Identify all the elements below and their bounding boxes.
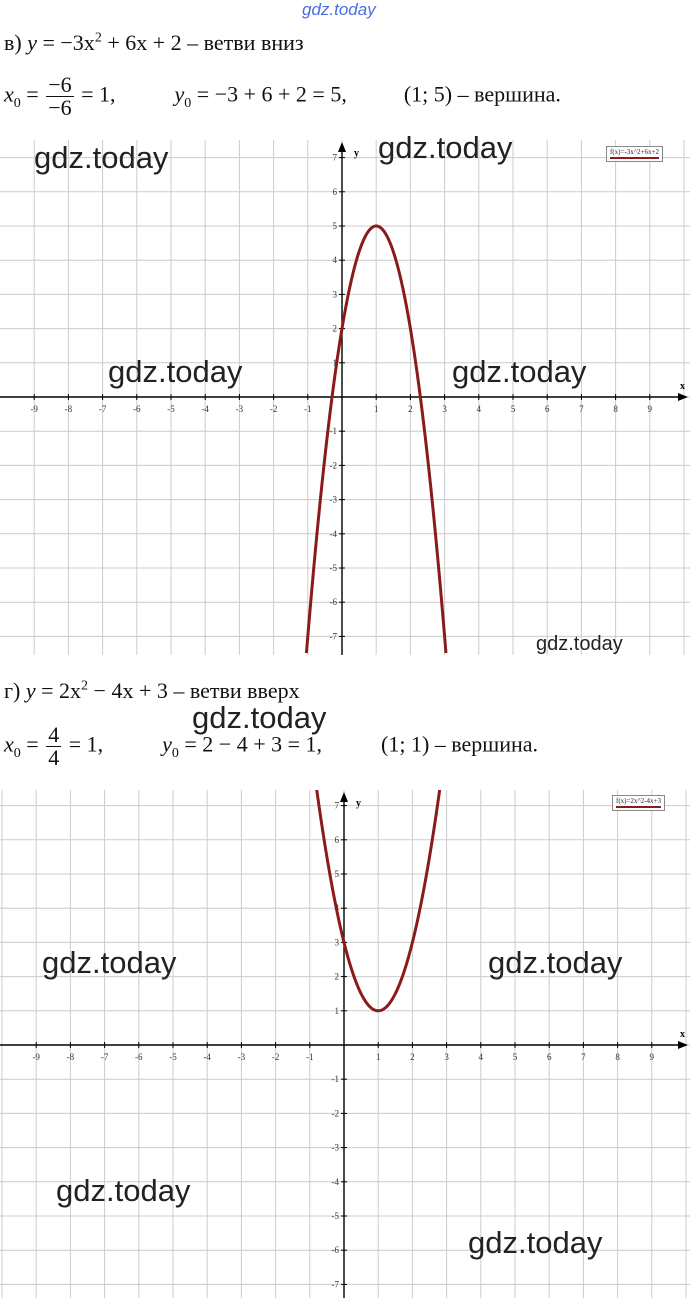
- y-tick-label: -2: [331, 1108, 339, 1119]
- y-tick-label: 6: [332, 186, 337, 197]
- equation-g: г) $y = 2x^2 - 4x + 3$ – ветви вверх: [4, 678, 300, 703]
- watermark: gdz.today: [42, 945, 177, 980]
- x-tick-label: -2: [269, 404, 278, 414]
- x-axis-label: x: [680, 1029, 685, 1040]
- vertex-calc-v: $x_0$ = $\frac{-6}{-6}$ = 1, $y_0 = -3 + 6 + 2 = 5$, (1; 5) – вершина.: [4, 72, 561, 120]
- y-tick-label: -1: [329, 426, 337, 437]
- grid: [0, 790, 690, 1298]
- legend-swatch-g: [616, 806, 661, 808]
- y-tick-label: 5: [334, 869, 339, 879]
- x-tick-label: -4: [203, 1052, 211, 1062]
- y-tick-label: -6: [331, 1245, 339, 1256]
- x-tick-label: 6: [544, 404, 550, 414]
- x-tick-label: 5: [512, 1052, 518, 1062]
- fraction-x0-v: $\frac{-6}{-6}$: [48, 72, 72, 120]
- y-tick-label: -3: [331, 1142, 339, 1153]
- x-tick-label: 6: [546, 1052, 552, 1062]
- branches-text-g: – ветви вверх: [173, 678, 300, 703]
- equation-v: в) $y = -3x^2 + 6x + 2$ – ветви вниз: [4, 30, 304, 55]
- watermark: gdz.today: [56, 1173, 191, 1208]
- part-letter-v: в): [4, 30, 22, 55]
- part-letter-g: г): [4, 678, 21, 703]
- y-tick-label: -2: [329, 460, 337, 471]
- y-tick-label: 5: [332, 221, 337, 231]
- x-tick-label: 8: [613, 404, 618, 414]
- x-tick-label: 5: [510, 404, 516, 414]
- branches-text-v: – ветви вниз: [187, 30, 304, 55]
- x-tick-label: -3: [235, 404, 244, 414]
- watermark: gdz.today: [488, 945, 623, 980]
- y-tick-label: 2: [334, 971, 339, 982]
- x-axis-label: x: [680, 381, 685, 392]
- y-tick-label: 7: [334, 800, 339, 811]
- y-tick-label: 7: [332, 152, 337, 163]
- vertex-text-v: (1; 5) – вершина.: [403, 81, 561, 107]
- watermark: gdz.today: [452, 354, 587, 389]
- x-tick-label: -1: [304, 404, 312, 414]
- x-tick-label: -2: [271, 1052, 280, 1062]
- x-tick-label: 3: [442, 404, 447, 414]
- y-tick-label: -5: [329, 563, 337, 573]
- y-tick-label: 3: [334, 937, 339, 948]
- watermark: gdz.today: [192, 700, 327, 735]
- y-tick-label: 1: [334, 1005, 339, 1016]
- legend-swatch-v: [610, 157, 659, 159]
- x-tick-label: 7: [579, 404, 584, 414]
- x-tick-label: -6: [133, 404, 141, 414]
- x-tick-label: 9: [647, 404, 653, 414]
- watermark: gdz.today: [34, 140, 169, 175]
- x-tick-label: -6: [135, 1052, 143, 1062]
- vertex-text-g: (1; 1) – вершина.: [381, 731, 539, 757]
- x-tick-label: 9: [649, 1052, 655, 1062]
- x-tick-label: 3: [444, 1052, 449, 1062]
- x-tick-label: 2: [408, 404, 413, 414]
- y-tick-label: -6: [329, 597, 337, 608]
- y-tick-label: -3: [329, 494, 337, 505]
- watermark-top: gdz.today: [302, 0, 376, 19]
- y-tick-label: -5: [331, 1211, 339, 1221]
- legend-v: f(x)=-3x^2+6x+2: [606, 146, 663, 162]
- x-tick-label: 4: [478, 1052, 484, 1062]
- watermark: gdz.today: [536, 633, 623, 655]
- x-tick-label: -8: [64, 404, 73, 414]
- y-tick-label: -1: [331, 1074, 339, 1085]
- y-axis-arrow: [338, 142, 346, 152]
- x-tick-label: -5: [169, 1052, 177, 1062]
- x-tick-label: -7: [98, 404, 107, 414]
- x-tick-label: 2: [410, 1052, 415, 1062]
- y-tick-label: 1: [332, 357, 337, 368]
- watermark: gdz.today: [108, 354, 243, 389]
- x-tick-label: -3: [237, 1052, 246, 1062]
- x-tick-label: -9: [30, 404, 38, 414]
- x-tick-label: -7: [100, 1052, 109, 1062]
- x-tick-label: -5: [167, 404, 175, 414]
- y-tick-label: -4: [331, 1176, 339, 1187]
- x-tick-label: 1: [373, 404, 379, 414]
- x-tick-label: 1: [375, 1052, 381, 1062]
- y-axis-label: y: [356, 798, 361, 809]
- y-tick-label: 4: [332, 255, 337, 266]
- graph-g: [0, 790, 690, 1298]
- y-tick-label: 2: [332, 323, 337, 334]
- y-tick-label: 6: [334, 834, 339, 845]
- x-tick-label: -9: [32, 1052, 40, 1062]
- graph-v: [0, 140, 690, 655]
- x-tick-label: -1: [306, 1052, 314, 1062]
- y-axis-arrow: [340, 792, 348, 802]
- x-tick-label: -8: [66, 1052, 75, 1062]
- x-tick-label: 8: [615, 1052, 620, 1062]
- watermark: gdz.today: [378, 130, 513, 165]
- y-tick-label: 4: [334, 903, 339, 914]
- legend-g: f(x)=2x^2-4x+3: [612, 795, 665, 811]
- watermark: gdz.today: [468, 1225, 603, 1260]
- y-axis-label: y: [354, 148, 359, 159]
- y-tick-label: -4: [329, 528, 337, 539]
- y-tick-label: -7: [329, 631, 337, 642]
- x-tick-label: -4: [201, 404, 209, 414]
- vertex-calc-g: $x_0$ = $\frac{4}{4}$ = 1, $y_0 = 2 - 4 + 3 = 1$, (1; 1) – вершина.: [4, 722, 539, 770]
- x-axis-arrow: [678, 393, 688, 401]
- y-tick-label: 3: [332, 289, 337, 300]
- y-tick-label: -7: [331, 1279, 339, 1290]
- x-tick-label: 4: [476, 404, 482, 414]
- x-tick-label: 7: [581, 1052, 586, 1062]
- fraction-x0-g: $\frac{4}{4}$: [48, 722, 60, 770]
